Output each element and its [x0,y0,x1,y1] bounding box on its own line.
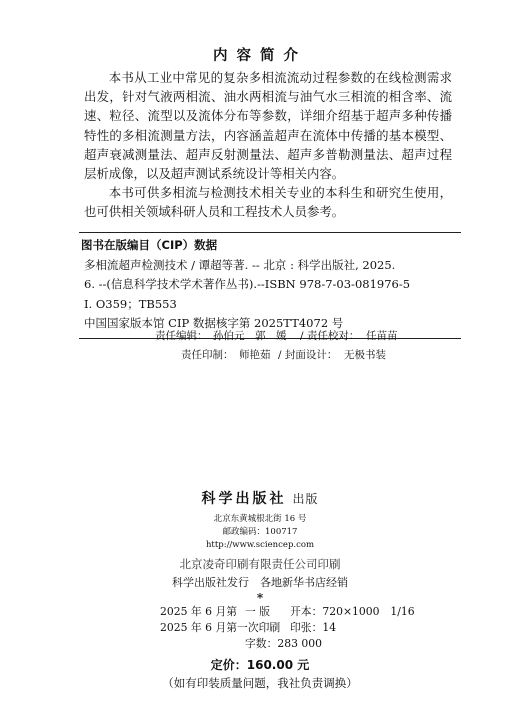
summary-paragraph-1: 本书从工业中常见的复杂多相流流动过程参数的在线检测需求出发，针对气液两相流、油水两相流与油气水三相流的相含率、流速、粒径、流型以及流体分布等参数，详细介绍基于超声多种传播特性的多相流测量方法，内容涵盖超声在流体中传播的基本模型、超声衰减测量法、超声反射测量法、超声多普勒测量法、超声过程层析成像，以及超声测试系统设计等相关内容。 [84,70,452,182]
cip-block [79,232,461,339]
price-line: 定价：160.00 元 [210,658,310,672]
cip-line-3: Ⅰ. O359；TB553 [84,296,177,311]
design-label: / 封面设计： [278,349,338,361]
print-label: 责任印制： [181,349,234,361]
printer-line: 北京凌奇印刷有限责任公司印刷 [179,557,341,571]
publisher-zip: 邮政编码：100717 [222,527,298,537]
design-name: 无极书装 [344,349,386,361]
edition-number: 一 版 [245,605,271,618]
format-info: 开本：720×1000 1/16 [290,605,415,618]
cip-heading: 图书在版编目（CIP）数据 [81,238,218,252]
sheets-info: 印张：14 [290,621,337,634]
proof-label: / 责任校对： [300,330,360,342]
publisher-address: 北京东黄城根北街 16 号 [213,514,307,524]
cip-line-4: 中国国家版本馆 CIP 数据核字第 2025TT4072 号 [84,316,344,330]
proof-name: 任苗苗 [366,330,398,342]
words-info: 字数：283 000 [245,637,323,650]
cip-line-2: 6. --(信息科学技术学术著作丛书).--ISBN 978-7-03-081976-5 [84,277,411,291]
publisher-website: http://www.sciencep.com [205,540,315,550]
cip-line-1: 多相流超声检测技术 / 谭超等著. -- 北京 : 科学出版社, 2025. [84,257,396,272]
editor-label: 责任编辑： [155,330,208,342]
publish-word: 出版 [292,492,319,506]
summary-body [84,68,452,222]
distribution-line: 科学出版社发行 各地新华书店经销 [172,576,348,589]
publisher-logo-name: 科学出版社 [201,491,287,507]
publisher-line [0,488,520,508]
summary-paragraph-2: 本书可供多相流与检测技术相关专业的本科生和研究生使用，也可供相关领域科研人员和工程技术人员参考。 [84,185,452,220]
print-date: 2025 年 6 月第一次印刷 [160,621,281,634]
quality-notice: （如有印装质量问题，我社负责调换） [162,676,358,690]
editor-names: 孙伯元 郭 媛 [213,330,287,342]
summary-title: 内容简介 [213,48,307,64]
star-separator: * [256,591,264,605]
edition-date: 2025 年 6 月第 [160,605,238,618]
print-name: 师艳茹 [239,349,271,361]
